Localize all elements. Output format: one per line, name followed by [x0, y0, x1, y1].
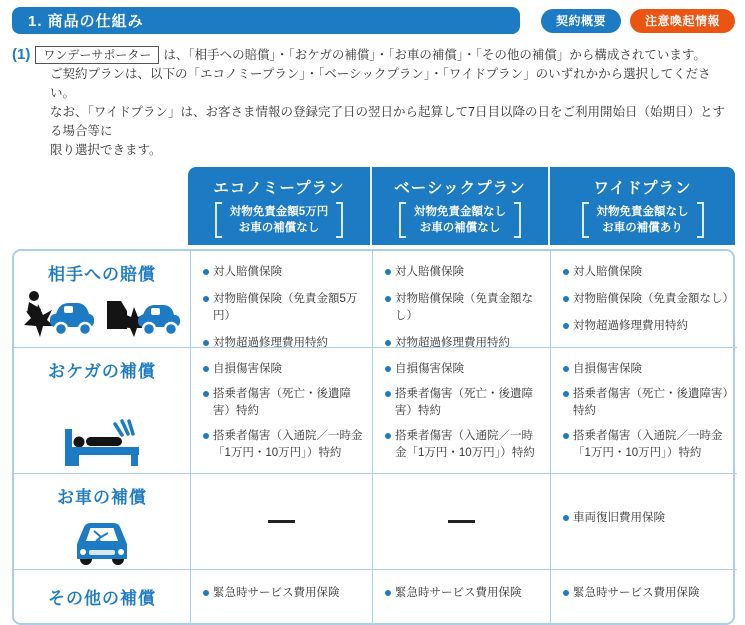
- bullet-icon: [563, 269, 569, 275]
- coverage-item: 緊急時サービス費用保険: [213, 587, 340, 599]
- plan-note-line2: お車の補償なし: [419, 222, 501, 234]
- bracket-left-icon: [582, 202, 589, 238]
- bullet-icon: [203, 269, 209, 275]
- bullet-icon: [203, 590, 209, 596]
- plan-note: [399, 202, 521, 238]
- bullet-icon: [563, 296, 569, 302]
- contract-overview-badge[interactable]: 契約概要: [541, 9, 621, 33]
- coverage-item: 搭乗者傷害（死亡・後遺障害）特約: [395, 388, 533, 417]
- car-collision-icon: [105, 289, 181, 339]
- row-label-injury: [14, 347, 190, 473]
- intro-paragraph: [12, 45, 735, 160]
- injured-person-in-bed-icon: [59, 416, 145, 468]
- coverage-item: 搭乗者傷害（死亡・後遺障害）特約: [573, 388, 729, 417]
- cell-liability-wide: [550, 251, 737, 347]
- bullet-icon: [385, 269, 391, 275]
- row-label-other: [14, 569, 190, 623]
- bullet-icon: [563, 323, 569, 329]
- bullet-icon: [203, 296, 209, 302]
- coverage-item: 対人賠償保険: [573, 266, 642, 278]
- coverage-item: 対物賠償保険（免責金額5万円）: [213, 293, 358, 322]
- plan-note-line2: お車の補償あり: [602, 222, 683, 234]
- intro-line-1: は、「相手への賠償」・「おケガの補償」・「お車の補償」・「その他の補償」から構成されています。: [163, 48, 706, 62]
- plan-header-economy: [188, 167, 370, 245]
- plan-name: ワイドプラン: [593, 180, 692, 197]
- coverage-item: 自損傷害保険: [573, 363, 642, 375]
- row-label-text: おケガの補償: [48, 362, 156, 381]
- coverage-item: 対物賠償保険（免責金額なし）: [573, 293, 734, 305]
- plan-note: [582, 202, 704, 238]
- bullet-icon: [385, 340, 391, 346]
- cell-vehicle-wide: [550, 473, 737, 569]
- bullet-icon: [203, 433, 209, 439]
- bullet-icon: [385, 590, 391, 596]
- coverage-item: 緊急時サービス費用保険: [573, 587, 700, 599]
- cell-injury-economy: [190, 347, 372, 473]
- bullet-icon: [563, 515, 569, 521]
- plan-header-wide: [548, 167, 735, 245]
- cell-vehicle-economy: [190, 473, 372, 569]
- cell-vehicle-basic: [372, 473, 550, 569]
- plan-note-line2: お車の補償なし: [238, 222, 320, 234]
- cell-other-economy: [190, 569, 372, 623]
- bullet-icon: [203, 391, 209, 397]
- cell-liability-economy: [190, 251, 372, 347]
- bracket-left-icon: [215, 202, 222, 238]
- bracket-left-icon: [399, 202, 406, 238]
- plan-note: [215, 202, 343, 238]
- bullet-icon: [563, 391, 569, 397]
- cell-other-basic: [372, 569, 550, 623]
- product-name-box: ワンデーサポーター: [35, 46, 159, 64]
- bracket-right-icon: [336, 202, 343, 238]
- plan-header-band: [188, 167, 735, 245]
- bullet-icon: [563, 433, 569, 439]
- intro-line-2: ご契約プランは、以下の「エコノミープラン」・「ベーシックプラン」・「ワイドプラン」のいずれかから選択してください。: [50, 67, 711, 100]
- coverage-item: 搭乗者傷害（入通院／一時金「1万円・10万円」）特約: [395, 430, 535, 459]
- bullet-icon: [385, 391, 391, 397]
- coverage-item: 緊急時サービス費用保険: [395, 587, 522, 599]
- not-covered-dash: [448, 520, 475, 523]
- plan-note-line1: 対物免責金額なし: [596, 206, 689, 218]
- plan-name: ベーシックプラン: [394, 180, 526, 197]
- caution-info-badge[interactable]: 注意喚起情報: [630, 9, 735, 33]
- row-label-text: その他の補償: [48, 589, 156, 608]
- coverage-item: 搭乗者傷害（死亡・後遺障害）特約: [213, 388, 351, 417]
- bullet-icon: [203, 340, 209, 346]
- top-bar: [12, 7, 735, 34]
- bullet-icon: [563, 366, 569, 372]
- cell-liability-basic: [372, 251, 550, 347]
- cell-other-wide: [550, 569, 737, 623]
- coverage-item: 対人賠償保険: [395, 266, 464, 278]
- coverage-item: 対物賠償保険（免責金額なし）: [395, 293, 533, 322]
- clause-number: (1): [12, 46, 31, 63]
- car-hit-pedestrian-icon: [23, 289, 99, 339]
- not-covered-dash: [268, 520, 295, 523]
- coverage-item: 車両復旧費用保険: [573, 512, 665, 524]
- bullet-icon: [563, 590, 569, 596]
- damaged-car-icon: [71, 512, 133, 566]
- coverage-item: 対人賠償保険: [213, 266, 282, 278]
- plan-note-line1: 対物免責金額なし: [414, 206, 506, 218]
- row-label-vehicle: [14, 473, 190, 569]
- bullet-icon: [385, 296, 391, 302]
- coverage-item: 対物超過修理費用特約: [213, 337, 328, 349]
- cell-injury-basic: [372, 347, 550, 473]
- cell-injury-wide: [550, 347, 737, 473]
- coverage-item: 自損傷害保険: [213, 363, 282, 375]
- intro-line-4: 限り選択できます。: [50, 143, 162, 157]
- coverage-item: 対物超過修理費用特約: [395, 337, 510, 349]
- bracket-right-icon: [697, 202, 704, 238]
- row-label-text: お車の補償: [57, 488, 147, 507]
- bracket-right-icon: [514, 202, 521, 238]
- intro-line-3: なお、「ワイドプラン」は、お客さま情報の登録完了日の翌日から起算して7日目以降の日をご利用開始日（始期日）とする場合等に: [50, 105, 725, 138]
- plan-name: エコノミープラン: [213, 180, 345, 197]
- section-title: 1. 商品の仕組み: [28, 13, 144, 30]
- coverage-item: 対物超過修理費用特約: [573, 320, 688, 332]
- section-title-bar: [12, 7, 520, 34]
- bullet-icon: [385, 366, 391, 372]
- coverage-item: 搭乗者傷害（入通院／一時金「1万円・10万円」）特約: [213, 430, 363, 459]
- row-label-text: 相手への賠償: [48, 265, 156, 284]
- plan-note-line1: 対物免責金額5万円: [229, 206, 329, 218]
- plan-header-basic: [370, 167, 548, 245]
- coverage-item: 自損傷害保険: [395, 363, 464, 375]
- bullet-icon: [203, 366, 209, 372]
- row-label-liability: [14, 251, 190, 347]
- coverage-item: 搭乗者傷害（入通院／一時金「1万円・10万円」）特約: [573, 430, 723, 459]
- bullet-icon: [385, 433, 391, 439]
- coverage-table: [12, 249, 735, 625]
- badge-group: [541, 9, 735, 33]
